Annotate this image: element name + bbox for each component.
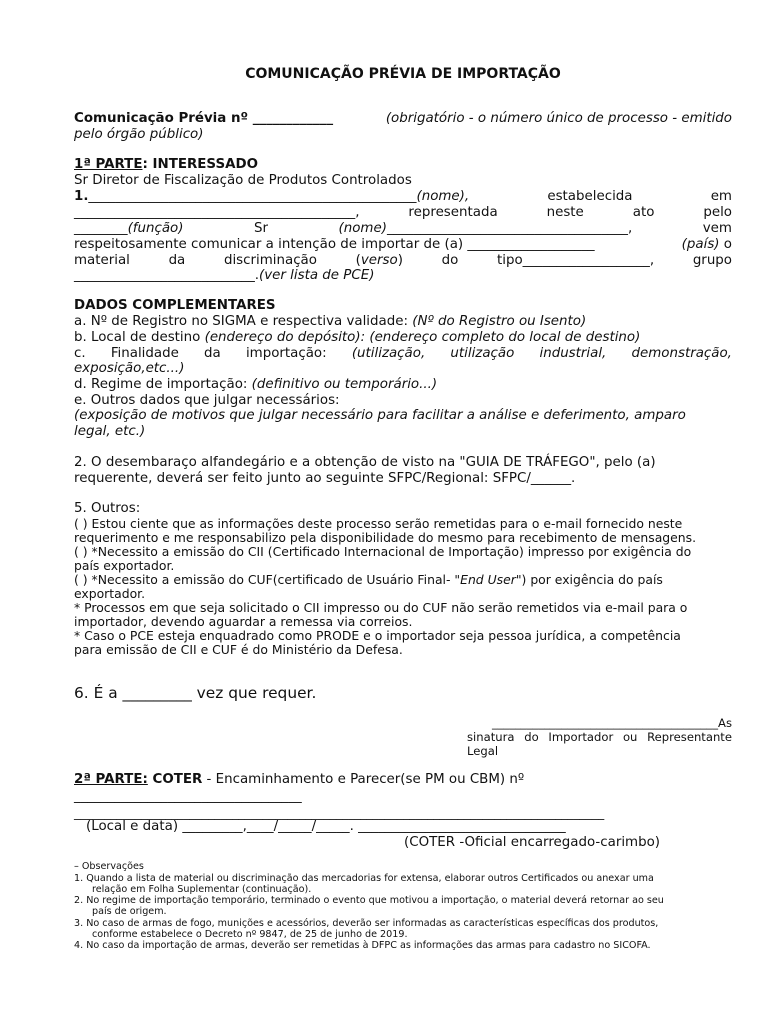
item6-request-count: 6. É a _________ vez que requer. <box>74 684 317 702</box>
part2-local-data: (Local e data) _________,____/_____/_____. _______________________________ <box>86 819 566 834</box>
item5-line4: país exportador. <box>74 558 175 573</box>
observacao-2: 2. No regime de importação temporário, terminado o evento que motivou a importação, o material deverá retornar ao seu <box>74 895 664 906</box>
part1-line3: ________(função) Sr (nome)____________________________________, vem <box>74 221 732 236</box>
process-number-note-cont: pelo órgão público) <box>74 127 204 142</box>
item5-cuf-checkbox-line: ( ) *Necessito a emissão do CUF(certificado de Usuário Final- "End User") por exigência do país <box>74 572 663 587</box>
part1-line2: __________________________________________, representada neste ato pelo <box>74 205 732 220</box>
item2-line1: 2. O desembaraço alfandegário e a obtenção de visto na "GUIA DE TRÁFEGO", pelo (a) <box>74 455 656 470</box>
dados-heading: DADOS COMPLEMENTARES <box>74 298 276 313</box>
item5-line2: requerimento e me responsabilizo pela disponibilidade do mesmo para recebimento de mensagens. <box>74 530 697 545</box>
observacao-4: 4. No caso da importação de armas, deverão ser remetidas à DFPC as informações das armas para cadastro no SICOFA. <box>74 940 651 951</box>
observacao-2-cont: país de origem. <box>92 906 167 917</box>
part1-line1: 1._________________________________________________(nome), estabelecida em <box>74 189 732 204</box>
dados-item-c: c. Finalidade da importação: (utilização, utilização industrial, demonstração, <box>74 346 732 361</box>
process-number-line <box>74 111 732 127</box>
dados-item-c-cont: exposição,etc...) <box>74 361 185 376</box>
part2-blank-2: _______________________________________________________________________________________ <box>74 806 605 820</box>
item5-line6: exportador. <box>74 586 146 601</box>
observacao-1: 1. Quando a lista de material ou discriminação das mercadorias for extensa, elaborar outros Certificados ou anexar uma <box>74 873 654 884</box>
signature-block <box>467 716 732 758</box>
observacao-3-cont: conforme estabelece o Decreto nº 9847, de 25 de junho de 2019. <box>92 929 408 940</box>
observacao-1-cont: relação em Folha Suplementar (continuação). <box>92 884 312 895</box>
observacao-3: 3. No caso de armas de fogo, munições e acessórios, deverão ser informadas as características específicas dos produtos, <box>74 918 659 929</box>
signature-caption: sinatura do Importador ou Representante <box>467 730 732 744</box>
signature-line: _______________________________________As <box>491 716 732 730</box>
part1-line4: respeitosamente comunicar a intenção de importar de (a) ___________________ (país) o <box>74 237 732 252</box>
item2-line2: requerente, deverá ser feito junto ao seguinte SFPC/Regional: SFPC/______. <box>74 471 576 486</box>
part2-blank-1: __________________________________ <box>74 789 302 804</box>
part1-heading: 1ª PARTE: INTERESSADO <box>74 157 258 172</box>
process-number-label: Comunicação Prévia nº ____________ <box>74 111 334 126</box>
part2-carimbo: (COTER -Oficial encarregado-carimbo) <box>404 835 661 850</box>
dados-item-d: d. Regime de importação: (definitivo ou temporário...) <box>74 377 438 392</box>
dados-item-b: b. Local de destino (endereço do depósito): (endereço completo do local de destino) <box>74 330 641 345</box>
item5-email-checkbox-line: ( ) Estou ciente que as informações deste processo serão remetidas para o e-mail fornecido neste <box>74 516 683 531</box>
item5-line9: * Caso o PCE esteja enquadrado como PRODE e o importador seja pessoa jurídica, a competência <box>74 628 681 643</box>
dados-item-e-hint-cont: legal, etc.) <box>74 424 146 439</box>
part2-heading-line: 2ª PARTE: COTER - Encaminhamento e Parecer(se PM ou CBM) nº <box>74 772 525 787</box>
item5-heading: 5. Outros: <box>74 501 141 516</box>
dados-item-a: a. Nº de Registro no SIGMA e respectiva validade: (Nº do Registro ou Isento) <box>74 314 587 329</box>
part1-addressee: Sr Diretor de Fiscalização de Produtos Controlados <box>74 173 412 188</box>
item5-cii-checkbox-line: ( ) *Necessito a emissão do CII (Certificado Internacional de Importação) impresso por exigência do <box>74 544 692 559</box>
part1-line5: material da discriminação (verso) do tipo___________________, grupo <box>74 253 732 268</box>
item5-line8: importador, devendo aguardar a remessa via correios. <box>74 614 413 629</box>
process-number-note: (obrigatório - o número único de processo - emitido <box>385 111 732 126</box>
document-title: COMUNICAÇÃO PRÉVIA DE IMPORTAÇÃO <box>245 66 561 82</box>
dados-item-e-hint: (exposição de motivos que julgar necessário para facilitar a análise e deferimento, amparo <box>74 408 686 423</box>
signature-caption-cont: Legal <box>467 744 499 758</box>
part1-line6: ___________________________.(ver lista de PCE) <box>74 268 375 283</box>
observacoes-heading: – Observações <box>74 861 144 872</box>
dados-item-e: e. Outros dados que julgar necessários: <box>74 393 340 408</box>
item5-line10: para emissão de CII e CUF é do Ministério da Defesa. <box>74 642 403 657</box>
item5-line7: * Processos em que seja solicitado o CII impresso ou do CUF não serão remetidos via e-mail para o <box>74 600 688 615</box>
